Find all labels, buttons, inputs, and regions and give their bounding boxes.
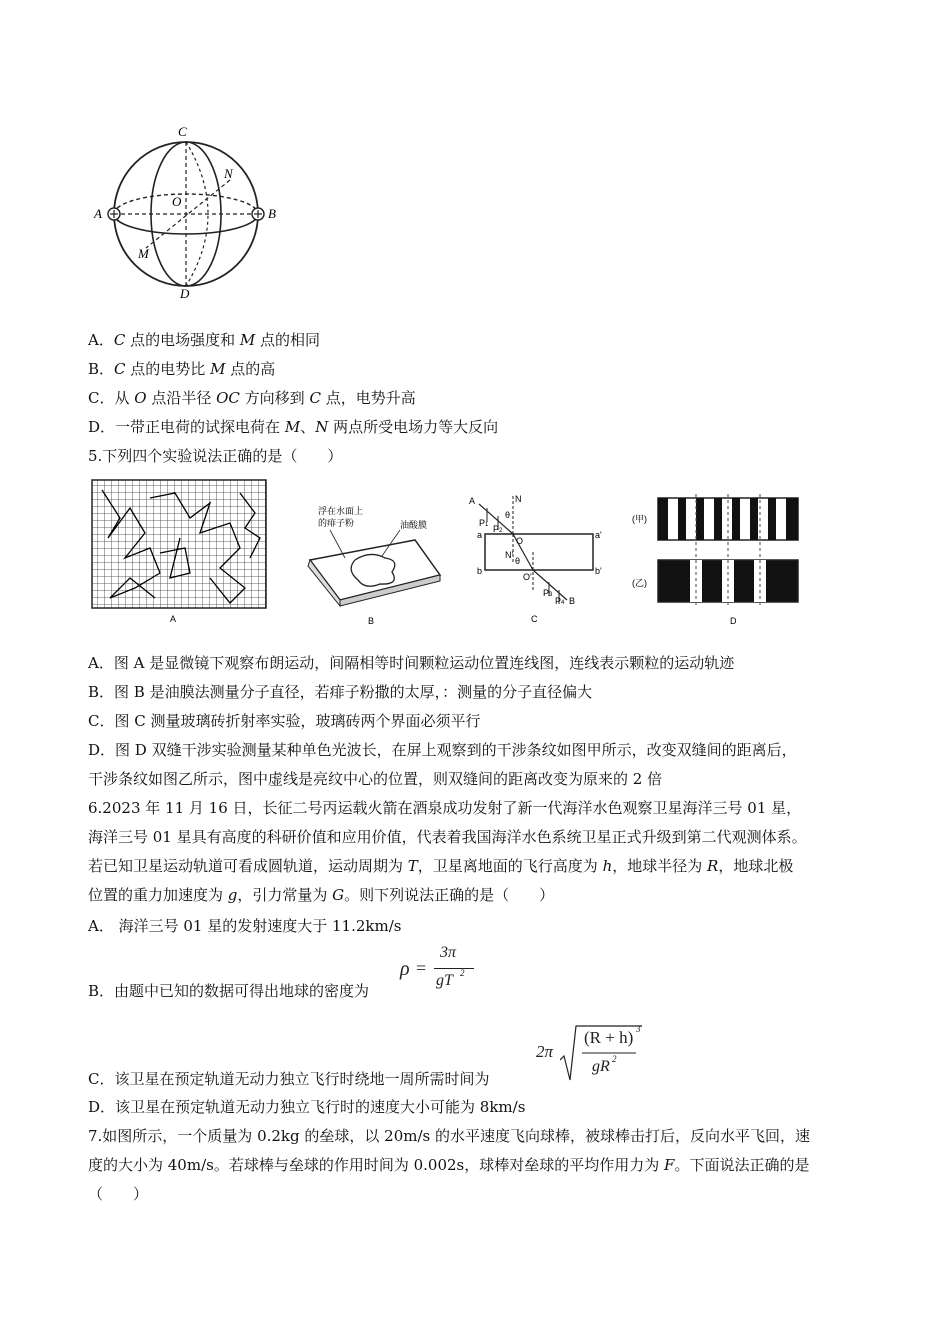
figure-c-label-b2: b' [595, 566, 602, 576]
q7-line3: （ ） [88, 1185, 149, 1203]
figure-c-label-b: b [477, 566, 483, 576]
figure-c-label-p4: P4 [555, 596, 565, 606]
q6-line3: 若已知卫星运动轨道可看成圆轨道，运动周期为 T，卫星离地面的飞行高度为 h，地球半径为 R，地球北极 [88, 857, 794, 875]
q5-option-d-cont: 干涉条纹如图乙所示，图中虚线是亮纹中心的位置，则双缝间的距离改变为原来的 2 倍 [88, 770, 663, 788]
figure-c-label-p1: P1 [479, 518, 489, 528]
figure-c-label-o: O [516, 536, 524, 546]
q4-option-d: D．一带正电荷的试探电荷在 M、N 两点所受电场力等大反向 [88, 418, 499, 436]
q6-option-c: C．该卫星在预定轨道无动力独立飞行时绕地一周所需时间为 [88, 1070, 490, 1088]
figure-c-label-a2: a' [595, 530, 602, 540]
figure-d-yi: (乙) [632, 578, 647, 588]
figure-a-brownian [90, 478, 270, 628]
label-n: N [224, 166, 233, 181]
q5-option-b: B．图 B 是油膜法测量分子直径，若痱子粉撒的太厚，：测量的分子直径偏大 [88, 683, 593, 701]
q5-option-a: A．图 A 是显微镜下观察布朗运动，间隔相等时间颗粒运动位置连线图，连线表示颗粒的运动轨迹 [88, 654, 735, 672]
figure-c-label-theta2: θ [515, 556, 521, 566]
q4-option-c: C．从 O 点沿半径 OC 方向移到 C 点，电势升高 [88, 389, 416, 407]
figure-b-caption: B [368, 616, 375, 626]
label-o: O [172, 194, 182, 209]
q5-stem: 5.下列四个实验说法正确的是（ ） [88, 447, 343, 465]
figure-d-jia: (甲) [632, 514, 647, 524]
figure-c-label-a: a [477, 530, 483, 540]
figure-c-label-n2: N' [505, 550, 514, 560]
figure-c-label-A: A [469, 496, 476, 506]
q6-line4: 位置的重力加速度为 g，引力常量为 G。则下列说法正确的是（ ） [88, 886, 555, 904]
q7-line2: 度的大小为 40m/s。若球棒与垒球的作用时间为 0.002s，球棒对垒球的平均作用力为 F。下面说法正确的是 [88, 1156, 810, 1174]
q6-option-d: D．该卫星在预定轨道无动力独立飞行时的速度大小可能为 8km/s [88, 1098, 526, 1116]
label-m: M [138, 246, 149, 261]
figure-c-glass-brick [465, 492, 615, 627]
sphere-figure [90, 120, 290, 310]
figure-d-caption: D [730, 616, 737, 626]
figure-d-fringes [630, 490, 810, 630]
label-d: D [180, 286, 190, 301]
label-a: A [94, 206, 102, 221]
figure-c-label-o2: O' [523, 572, 532, 582]
q6-line1: 6.2023 年 11 月 16 日，长征二号丙运载火箭在酒泉成功发射了新一代海洋水色观察卫星海洋三号 01 星， [88, 799, 802, 817]
figure-c-label-p3: P3 [543, 588, 553, 598]
figure-c-label-n: N [515, 494, 522, 504]
label-b: B [268, 206, 276, 221]
period-formula: 2π (R + h) 3 gR 2 [536, 1022, 646, 1084]
q5-option-d: D．图 D 双缝干涉实验测量某种单色光波长，在屏上观察到的干涉条纹如图甲所示，改变双缝间的距离后， [88, 741, 797, 759]
q7-line1: 7.如图所示，一个质量为 0.2kg 的垒球，以 20m/s 的水平速度飞向球棒，被球棒击打后，反向水平飞回，速 [88, 1127, 810, 1145]
q6-line2: 海洋三号 01 星具有高度的科研价值和应用价值，代表着我国海洋水色系统卫星正式升级到第二代观测体系。 [88, 828, 807, 846]
figure-b-label2: 的痱子粉 [318, 518, 355, 528]
label-c: C [178, 124, 187, 139]
figure-b-label1: 浮在水面上 [318, 506, 364, 516]
figure-c-label-B: B [569, 596, 576, 606]
q6-option-b: B．由题中已知的数据可得出地球的密度为 [88, 982, 370, 1000]
q5-option-c: C．图 C 测量玻璃砖折射率实验，玻璃砖两个界面必须平行 [88, 712, 481, 730]
density-formula: ρ = 3π gT 2 [400, 944, 480, 994]
figure-b-oil-film [300, 500, 450, 630]
figure-a-caption: A [170, 614, 177, 624]
q6-option-a: A． 海洋三号 01 星的发射速度大于 11.2km/s [88, 917, 402, 935]
figure-c-label-p2: P2 [493, 524, 503, 534]
figure-c-label-theta1: θ [505, 510, 511, 520]
q4-option-b: B．C 点的电势比 M 点的高 [88, 360, 276, 378]
q4-option-a: A．C 点的电场强度和 M 点的相同 [88, 331, 321, 349]
figure-b-label3: 油酸膜 [400, 520, 428, 530]
figure-c-caption: C [531, 614, 538, 624]
